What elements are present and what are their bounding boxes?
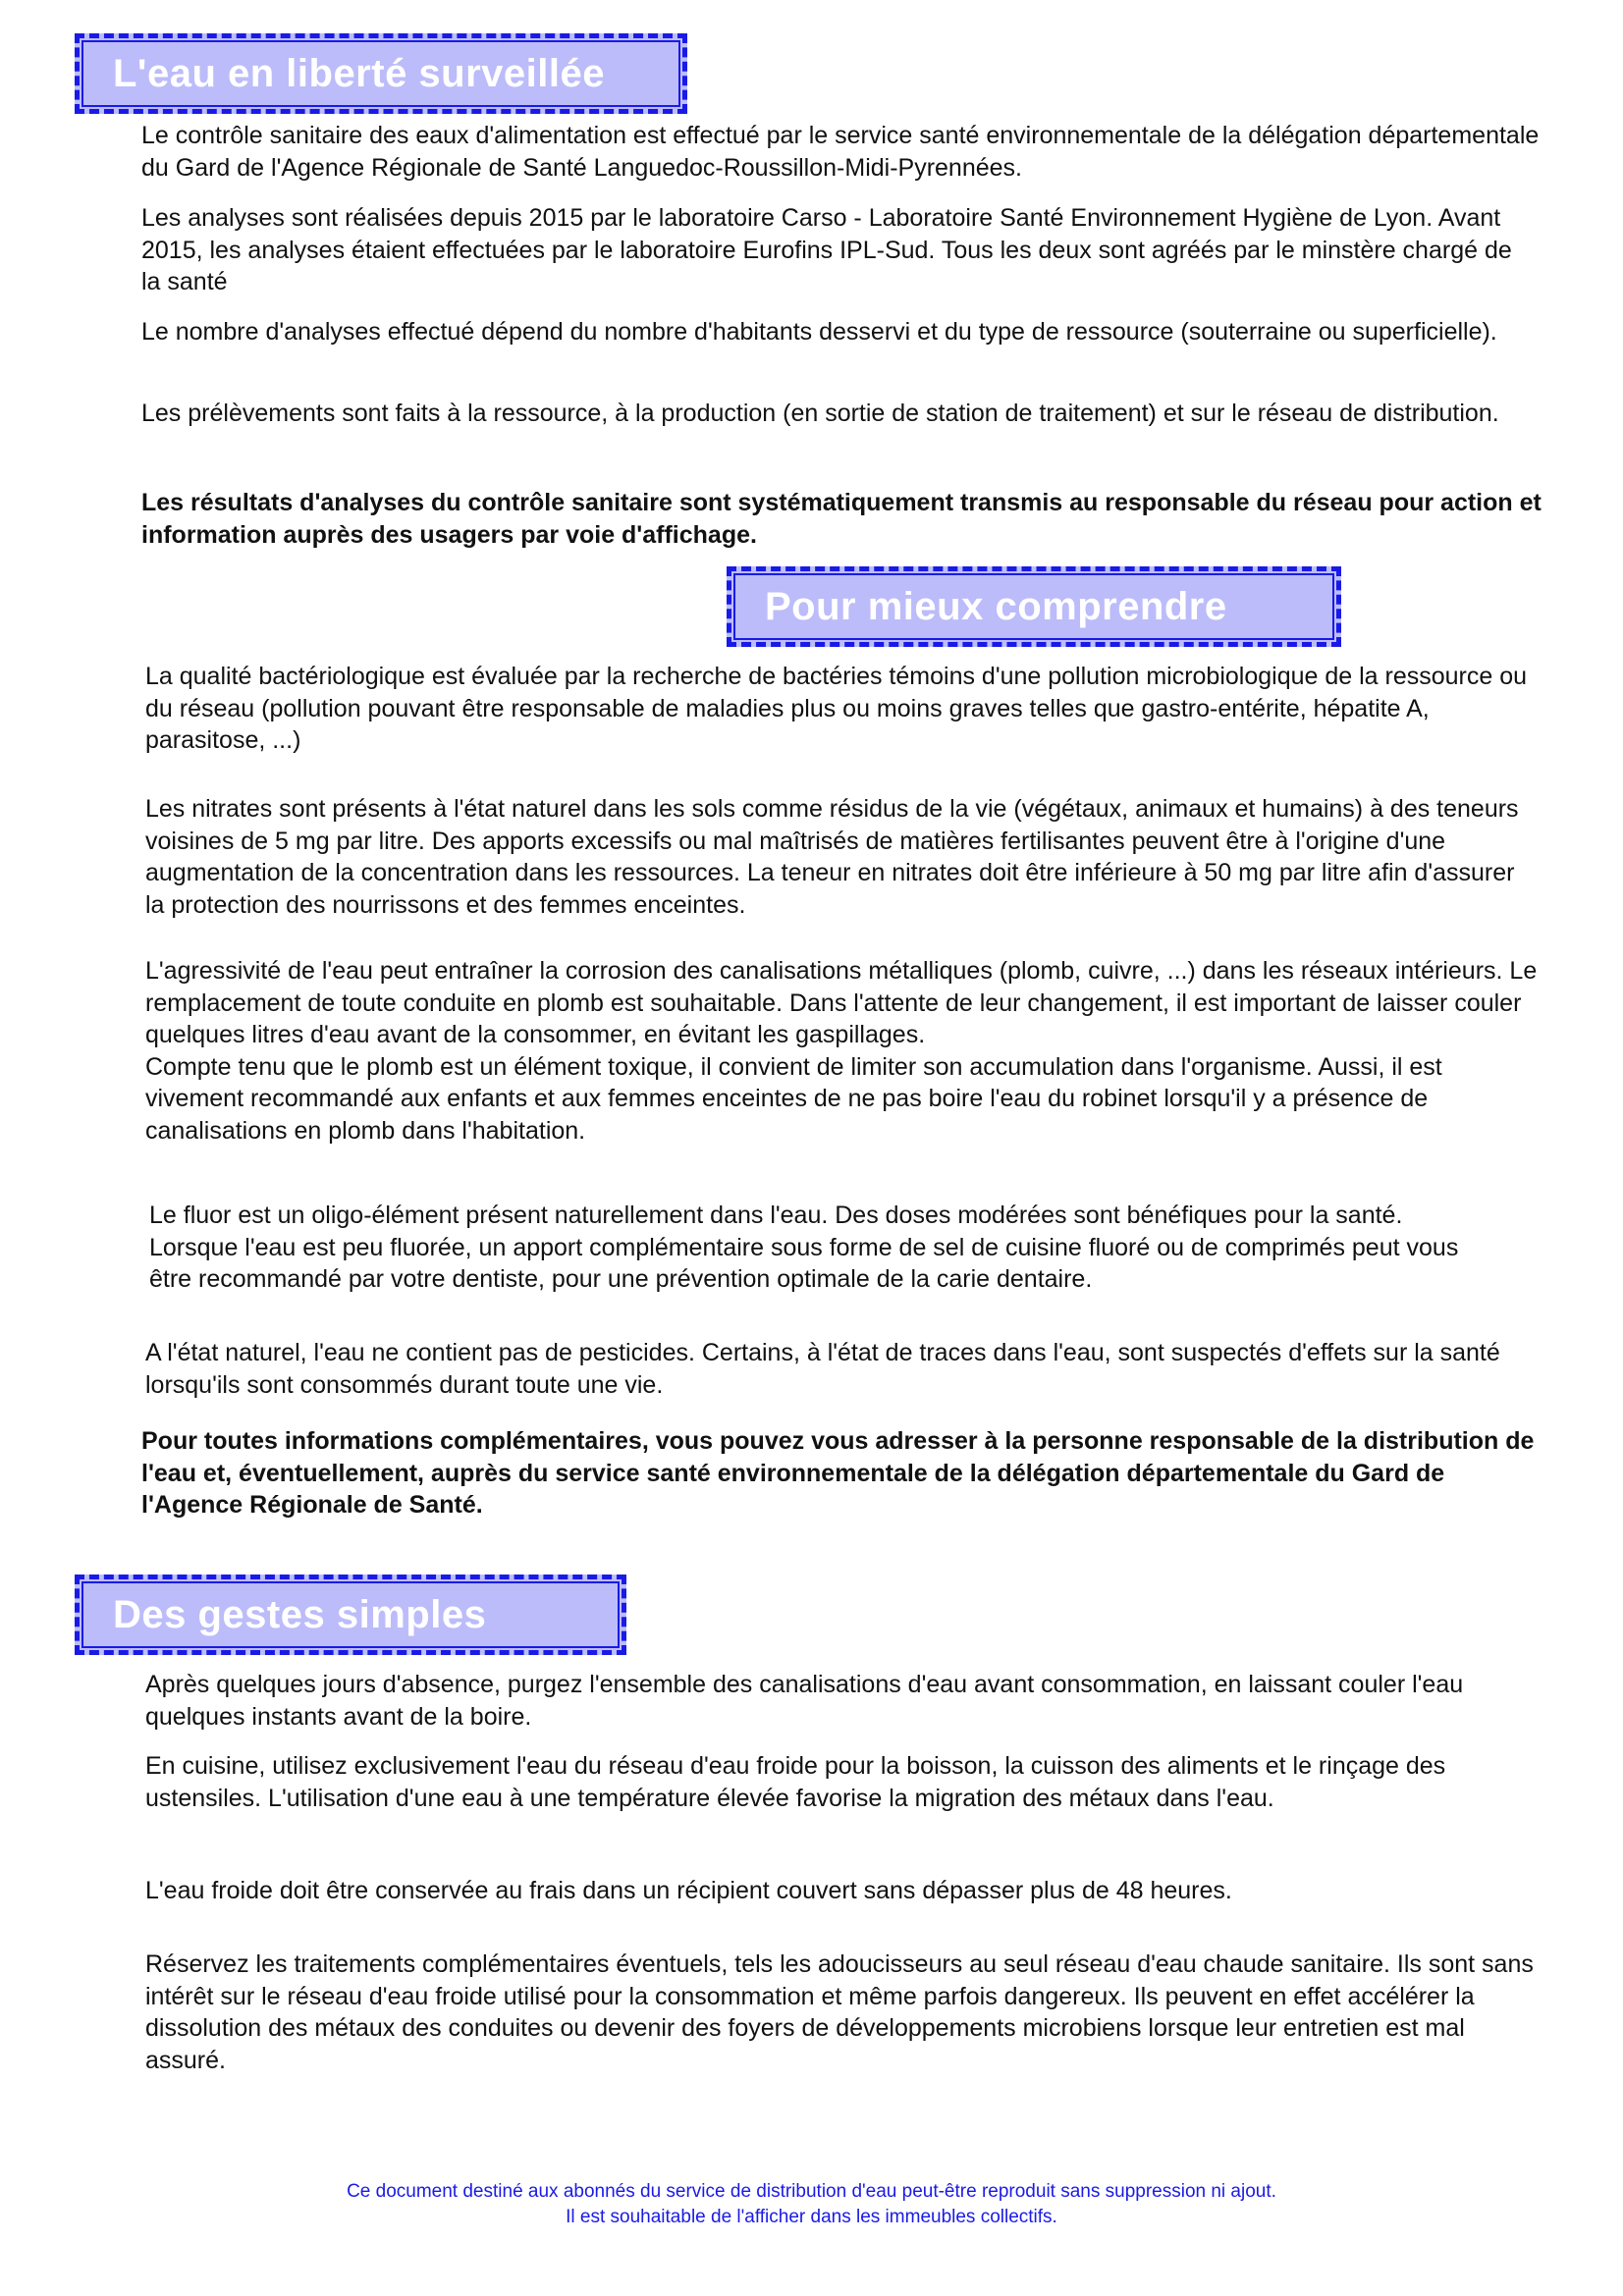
- paragraph-agressivite-plomb: [145, 955, 1540, 1147]
- bold-note-informations: Pour toutes informations complémentaires, vous pouvez vous adresser à la personne responsable de la distribution de l'eau et, éventuellement, auprès du service santé environnementale de la délégation départementale du Gard de l'Agence Régionale de Santé.: [141, 1427, 1535, 1519]
- section-title: Des gestes simples: [113, 1593, 487, 1636]
- paragraph-fluor: Le fluor est un oligo-élément présent naturellement dans l'eau. Des doses modérées sont bénéfiques pour la santé. Lorsque l'eau est peu fluorée, un apport complémentaire sous forme de sel de cuisine fluoré ou de comprimés peut vous être recommandé par votre dentiste, pour une prévention optimale de la carie dentaire.: [149, 1201, 1459, 1293]
- paragraph-analyses: Les analyses sont réalisées depuis 2015 par le laboratoire Carso - Laboratoire Santé Environnement Hygiène de Lyon. Avant 2015, les analyses étaient effectuées par le laboratoire Eurofins IPL-Sud. Tous les deux sont agréés par le minstère chargé de la santé: [141, 204, 1512, 295]
- text-agressivite: L'agressivité de l'eau peut entraîner la corrosion des canalisations métalliques (plomb, cuivre, ...) dans les réseaux intérieurs. Le remplacement de toute conduite en plomb est souhaitable. Dans l'attente de leur changement, il est important de laisser couler quelques litres d'eau avant de la consommer, en évitant les gaspillages.: [145, 957, 1538, 1048]
- bold-note-resultats: Les résultats d'analyses du contrôle sanitaire sont systématiquement transmis au responsable du réseau pour action et information auprès des usagers par voie d'affichage.: [141, 489, 1542, 549]
- paragraph-traitements: Réservez les traitements complémentaires éventuels, tels les adoucisseurs au seul réseau d'eau chaude sanitaire. Ils sont sans intérêt sur le réseau d'eau froide utilisé pour la consommation et même parfois dangereux. Ils peuvent en effet accélérer la dissolution des métaux des conduites ou devenir des foyers de développements microbiens lorsque leur entretien est mal assuré.: [145, 1950, 1534, 2074]
- paragraph-purge: Après quelques jours d'absence, purgez l'ensemble des canalisations d'eau avant consommation, en laissant couler l'eau quelques instants avant de la boire.: [145, 1671, 1464, 1731]
- paragraph-pesticides: A l'état naturel, l'eau ne contient pas de pesticides. Certains, à l'état de traces dans l'eau, sont suspectés d'effets sur la santé lorsqu'ils sont consommés durant toute une vie.: [145, 1339, 1500, 1399]
- paragraph-controle: Le contrôle sanitaire des eaux d'alimentation est effectué par le service santé environnementale de la délégation départementale du Gard de l'Agence Régionale de Santé Languedoc-Roussillon-Midi-Pyrennées.: [141, 122, 1540, 182]
- section-title: L'eau en liberté surveillée: [113, 52, 605, 95]
- text-plomb: Compte tenu que le plomb est un élément toxique, il convient de limiter son accumulation dans l'organisme. Aussi, il est vivement recommandé aux enfants et aux femmes enceintes de ne pas boire l'eau du robinet lorsqu'il y a présence de canalisations en plomb dans l'habitation.: [145, 1052, 1442, 1145]
- paragraph-eau-froide: L'eau froide doit être conservée au frais dans un récipient couvert sans dépasser plus de 48 heures.: [145, 1877, 1232, 1904]
- paragraph-prelevements: Les prélèvements sont faits à la ressource, à la production (en sortie de station de traitement) et sur le réseau de distribution.: [141, 400, 1499, 427]
- section-title-banner: [75, 33, 687, 114]
- section-title-banner: [727, 566, 1341, 647]
- section-title: Pour mieux comprendre: [765, 585, 1227, 628]
- paragraph-bacteriologique: La qualité bactériologique est évaluée par la recherche de bactéries témoins d'une pollution microbiologique de la ressource ou du réseau (pollution pouvant être responsable de maladies plus ou moins graves telles que gastro-entérite, hépatite A, parasitose, ...): [145, 663, 1528, 754]
- paragraph-nombre-analyses: Le nombre d'analyses effectué dépend du nombre d'habitants desservi et du type de ressource (souterraine ou superficielle).: [141, 318, 1497, 346]
- section-title-banner: [75, 1575, 626, 1655]
- paragraph-cuisine: En cuisine, utilisez exclusivement l'eau du réseau d'eau froide pour la boisson, la cuisson des aliments et le rinçage des ustensiles. L'utilisation d'une eau à une température élevée favorise la migration des métaux dans l'eau.: [145, 1752, 1446, 1812]
- paragraph-nitrates: Les nitrates sont présents à l'état naturel dans les sols comme résidus de la vie (végétaux, animaux et humains) à des teneurs voisines de 5 mg par litre. Des apports excessifs ou mal maîtrisés de matières fertilisantes peuvent être à l'origine d'une augmentation de la concentration dans les ressources. La teneur en nitrates doit être inférieure à 50 mg par litre afin d'assurer la protection des nourrissons et des femmes enceintes.: [145, 795, 1519, 919]
- footer-line-1: Ce document destiné aux abonnés du service de distribution d'eau peut-être reproduit sans suppression ni ajout.: [347, 2181, 1276, 2202]
- footer-line-2: Il est souhaitable de l'afficher dans les immeubles collectifs.: [566, 2207, 1057, 2227]
- footer-note: [0, 2179, 1623, 2230]
